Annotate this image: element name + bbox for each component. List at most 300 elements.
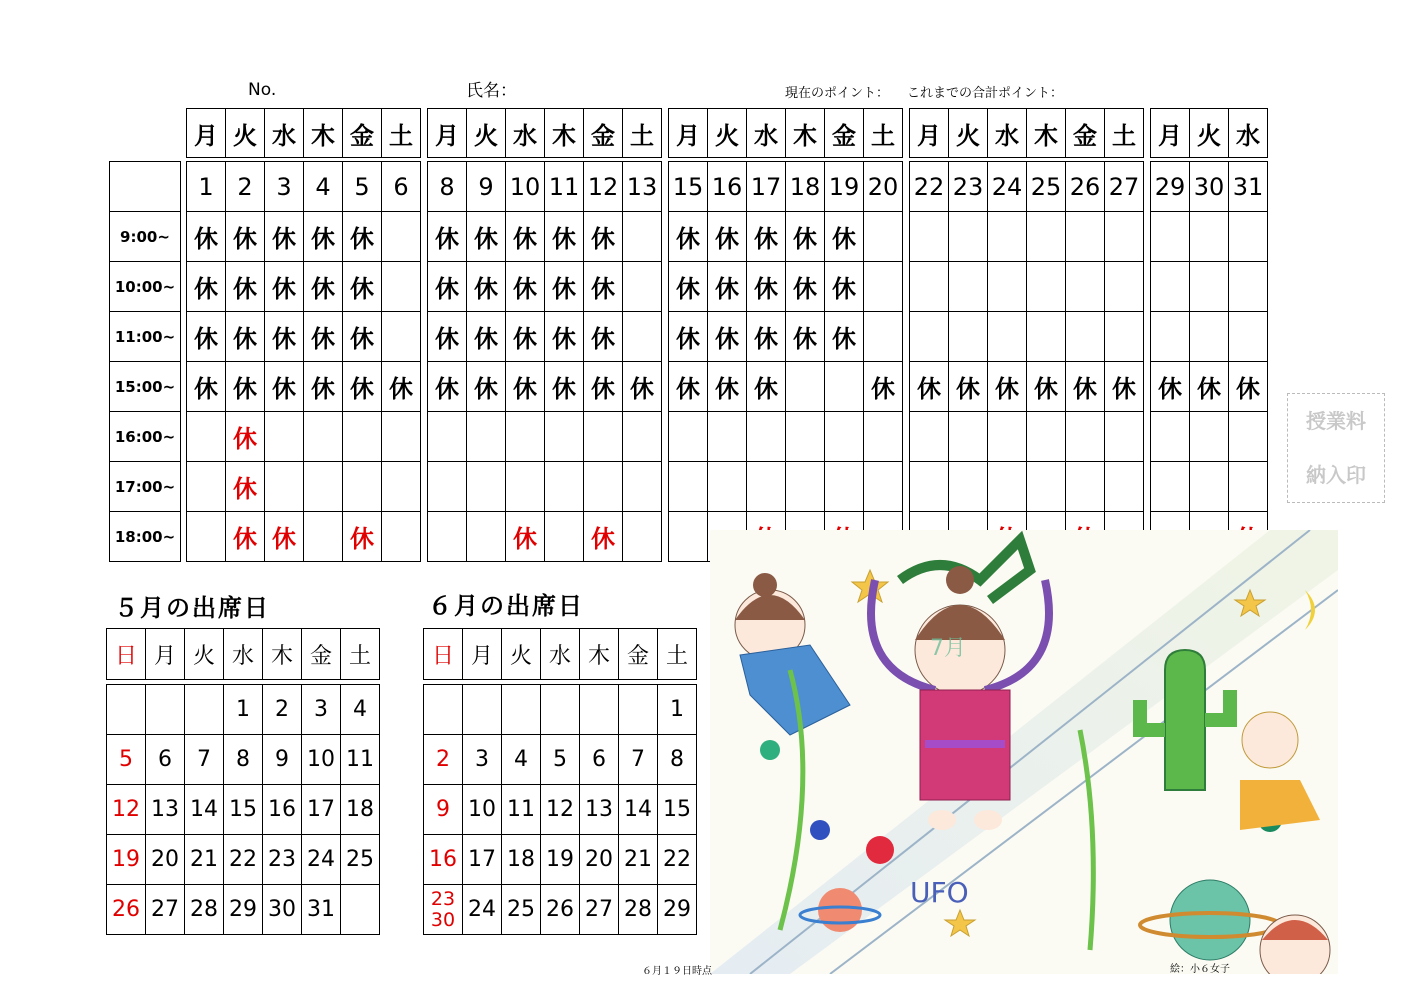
- slot-cell: 休: [382, 362, 421, 412]
- calendar-day: 22: [224, 835, 263, 885]
- slot-cell: [1105, 312, 1144, 362]
- calendar-day: 29: [224, 885, 263, 935]
- slot-cell: [584, 412, 623, 462]
- calendar-day: 10: [463, 785, 502, 835]
- slot-cell: [467, 512, 506, 562]
- stamp-line-1: 授業料: [1306, 409, 1366, 433]
- slot-cell: 休: [786, 262, 825, 312]
- date-cell: 10: [506, 162, 545, 212]
- calendar-day: 7: [619, 735, 658, 785]
- calendar-day: 27: [146, 885, 185, 935]
- schedule-week-4: [909, 161, 1144, 562]
- slot-cell: 休: [747, 312, 786, 362]
- calendar-day: 31: [302, 885, 341, 935]
- calendar-day: 14: [185, 785, 224, 835]
- slot-cell: [623, 312, 662, 362]
- slot-cell: 休: [1027, 362, 1066, 412]
- slot-cell: 休: [343, 212, 382, 262]
- weekday-cell: 金: [1066, 109, 1105, 158]
- slot-cell: [864, 212, 903, 262]
- calendar-day: 28: [619, 885, 658, 935]
- slot-cell: [1066, 312, 1105, 362]
- slot-cell: [506, 412, 545, 462]
- slot-cell: [1066, 412, 1105, 462]
- weekday-cell: 木: [545, 109, 584, 158]
- date-cell: 15: [669, 162, 708, 212]
- slot-cell: [382, 462, 421, 512]
- calendar-day: 1: [658, 685, 697, 735]
- slot-cell: 休: [864, 362, 903, 412]
- slot-cell: [304, 512, 343, 562]
- slot-cell: 休: [1105, 362, 1144, 412]
- calendar-day: 27: [580, 885, 619, 935]
- slot-cell: 休: [584, 512, 623, 562]
- calendar-day: 14: [619, 785, 658, 835]
- slot-cell: [187, 512, 226, 562]
- calendar-day: [502, 685, 541, 735]
- slot-cell: [1105, 412, 1144, 462]
- drawing-july-text: 7月: [930, 636, 966, 661]
- artwork-credit: 絵：小６女子: [1170, 964, 1230, 975]
- slot-cell: 休: [747, 362, 786, 412]
- slot-cell: 休: [708, 312, 747, 362]
- slot-cell: 休: [669, 212, 708, 262]
- slot-cell: [1229, 412, 1268, 462]
- weekday-cell: 火: [226, 109, 265, 158]
- slot-cell: [343, 462, 382, 512]
- slot-cell: [584, 462, 623, 512]
- slot-cell: [1151, 212, 1190, 262]
- date-cell: 29: [1151, 162, 1190, 212]
- slot-cell: 休: [584, 262, 623, 312]
- slot-cell: 休: [506, 262, 545, 312]
- number-label: No.: [248, 80, 277, 100]
- weekday-cell: 金: [584, 109, 623, 158]
- slot-cell: [545, 412, 584, 462]
- calendar-day: [424, 685, 463, 735]
- calendar-weekday: 木: [580, 629, 619, 680]
- slot-cell: [506, 462, 545, 512]
- slot-cell: [1151, 412, 1190, 462]
- slot-cell: [265, 412, 304, 462]
- weekday-cell: 土: [1105, 109, 1144, 158]
- june-days-grid: [423, 684, 697, 935]
- slot-cell: 休: [428, 362, 467, 412]
- slot-cell: 休: [265, 212, 304, 262]
- slot-cell: 休: [669, 312, 708, 362]
- date-cell: 22: [910, 162, 949, 212]
- slot-cell: [910, 212, 949, 262]
- slot-cell: 休: [467, 262, 506, 312]
- slot-cell: [265, 462, 304, 512]
- slot-cell: [1027, 412, 1066, 462]
- date-cell: 11: [545, 162, 584, 212]
- calendar-day: 24: [302, 835, 341, 885]
- slot-cell: 休: [187, 312, 226, 362]
- calendar-day: 15: [658, 785, 697, 835]
- slot-cell: 休: [265, 312, 304, 362]
- calendar-day: 23: [263, 835, 302, 885]
- calendar-day: 5: [107, 735, 146, 785]
- slot-cell: [786, 412, 825, 462]
- slot-cell: [623, 262, 662, 312]
- calendar-day: [541, 685, 580, 735]
- slot-cell: 休: [669, 262, 708, 312]
- date-cell: 4: [304, 162, 343, 212]
- date-cell: 6: [382, 162, 421, 212]
- weekday-cell: 火: [949, 109, 988, 158]
- slot-cell: [382, 262, 421, 312]
- slot-cell: [669, 412, 708, 462]
- calendar-day: 19: [107, 835, 146, 885]
- drawing-ufo-text: UFO: [910, 876, 969, 909]
- calendar-day: 6: [146, 735, 185, 785]
- weekday-header-week-5: [1150, 108, 1268, 158]
- slot-cell: [187, 412, 226, 462]
- calendar-day: [146, 685, 185, 735]
- slot-cell: [949, 412, 988, 462]
- slot-cell: 休: [187, 362, 226, 412]
- weekday-cell: 月: [1151, 109, 1190, 158]
- slot-cell: [1229, 262, 1268, 312]
- weekday-cell: 火: [1190, 109, 1229, 158]
- slot-cell: 休: [506, 362, 545, 412]
- time-label: 15:00~: [110, 362, 181, 412]
- weekday-header-week-1: [186, 108, 421, 158]
- weekday-cell: 土: [623, 109, 662, 158]
- slot-cell: 休: [1190, 362, 1229, 412]
- date-cell: 26: [1066, 162, 1105, 212]
- slot-cell: [949, 212, 988, 262]
- date-cell: 1: [187, 162, 226, 212]
- slot-cell: [428, 462, 467, 512]
- slot-cell: [864, 462, 903, 512]
- date-cell: 25: [1027, 162, 1066, 212]
- calendar-day: [463, 685, 502, 735]
- slot-cell: 休: [786, 212, 825, 262]
- slot-cell: [949, 462, 988, 512]
- time-label: 10:00~: [110, 262, 181, 312]
- weekday-cell: 月: [669, 109, 708, 158]
- date-cell: 31: [1229, 162, 1268, 212]
- calendar-weekday: 木: [263, 629, 302, 680]
- calendar-day: 3: [302, 685, 341, 735]
- slot-cell: 休: [428, 262, 467, 312]
- total-points-label: これまでの合計ポイント：: [907, 86, 1064, 101]
- june-weekday-header: [423, 628, 697, 680]
- slot-cell: 休: [949, 362, 988, 412]
- slot-cell: 休: [545, 262, 584, 312]
- calendar-day: 17: [463, 835, 502, 885]
- slot-cell: 休: [506, 512, 545, 562]
- calendar-day: 25: [341, 835, 380, 885]
- date-cell: 19: [825, 162, 864, 212]
- slot-cell: [1027, 212, 1066, 262]
- slot-cell: [428, 412, 467, 462]
- calendar-day: 23 30: [424, 885, 463, 935]
- weekday-cell: 月: [187, 109, 226, 158]
- name-label: 氏名：: [466, 81, 517, 101]
- calendar-day: 4: [502, 735, 541, 785]
- calendar-day: 13: [580, 785, 619, 835]
- calendar-day: 13: [146, 785, 185, 835]
- slot-cell: [304, 462, 343, 512]
- slot-cell: 休: [708, 362, 747, 412]
- slot-cell: [382, 412, 421, 462]
- slot-cell: [825, 462, 864, 512]
- slot-cell: 休: [910, 362, 949, 412]
- slot-cell: [825, 412, 864, 462]
- tuition-stamp-box: [1287, 393, 1385, 503]
- slot-cell: [545, 512, 584, 562]
- calendar-day: 30: [263, 885, 302, 935]
- calendar-day: 3: [463, 735, 502, 785]
- slot-cell: [428, 512, 467, 562]
- slot-cell: 休: [825, 262, 864, 312]
- slot-cell: 休: [304, 262, 343, 312]
- time-label: 17:00~: [110, 462, 181, 512]
- slot-cell: 休: [226, 262, 265, 312]
- slot-cell: 休: [747, 262, 786, 312]
- slot-cell: [864, 312, 903, 362]
- weekday-cell: 金: [343, 109, 382, 158]
- calendar-day: [185, 685, 224, 735]
- calendar-day: 16: [263, 785, 302, 835]
- slot-cell: [988, 412, 1027, 462]
- slot-cell: 休: [187, 212, 226, 262]
- childs-drawing-image: [710, 530, 1338, 974]
- slot-cell: 休: [467, 212, 506, 262]
- slot-cell: 休: [708, 262, 747, 312]
- calendar-day: 24: [463, 885, 502, 935]
- weekday-cell: 水: [988, 109, 1027, 158]
- time-label: 9:00~: [110, 212, 181, 262]
- slot-cell: [467, 462, 506, 512]
- date-cell: 13: [623, 162, 662, 212]
- slot-cell: [949, 262, 988, 312]
- slot-cell: [187, 462, 226, 512]
- calendar-day: 5: [541, 735, 580, 785]
- date-cell: 20: [864, 162, 903, 212]
- date-cell: 24: [988, 162, 1027, 212]
- slot-cell: [864, 262, 903, 312]
- slot-cell: 休: [825, 312, 864, 362]
- date-cell: 9: [467, 162, 506, 212]
- slot-cell: [747, 462, 786, 512]
- slot-cell: [786, 362, 825, 412]
- date-cell: 5: [343, 162, 382, 212]
- slot-cell: [786, 462, 825, 512]
- calendar-day: 18: [341, 785, 380, 835]
- may-weekday-header: [106, 628, 380, 680]
- weekday-cell: 火: [467, 109, 506, 158]
- slot-cell: 休: [584, 312, 623, 362]
- time-label: 11:00~: [110, 312, 181, 362]
- weekday-cell: 金: [825, 109, 864, 158]
- slot-cell: [1066, 212, 1105, 262]
- slot-cell: [910, 262, 949, 312]
- slot-cell: [1151, 262, 1190, 312]
- date-cell: 18: [786, 162, 825, 212]
- slot-cell: [988, 212, 1027, 262]
- weekday-cell: 木: [304, 109, 343, 158]
- weekday-cell: 月: [428, 109, 467, 158]
- date-cell: 30: [1190, 162, 1229, 212]
- weekday-header-week-2: [427, 108, 662, 158]
- weekday-header-week-4: [909, 108, 1144, 158]
- slot-cell: 休: [304, 212, 343, 262]
- calendar-day: [619, 685, 658, 735]
- calendar-day: 9: [263, 735, 302, 785]
- slot-cell: [1027, 262, 1066, 312]
- time-label: 16:00~: [110, 412, 181, 462]
- time-column: [109, 161, 181, 562]
- calendar-weekday: 金: [302, 629, 341, 680]
- slot-cell: 休: [467, 362, 506, 412]
- schedule-week-3: [668, 161, 903, 562]
- slot-cell: 休: [467, 312, 506, 362]
- slot-cell: 休: [708, 212, 747, 262]
- slot-cell: [825, 362, 864, 412]
- slot-cell: [864, 412, 903, 462]
- calendar-day: 8: [224, 735, 263, 785]
- slot-cell: 休: [265, 512, 304, 562]
- slot-cell: [382, 312, 421, 362]
- time-label: 18:00~: [110, 512, 181, 562]
- slot-cell: 休: [226, 212, 265, 262]
- slot-cell: 休: [226, 462, 265, 512]
- slot-cell: 休: [226, 512, 265, 562]
- calendar-day: 8: [658, 735, 697, 785]
- date-cell: 12: [584, 162, 623, 212]
- weekday-cell: 水: [506, 109, 545, 158]
- slot-cell: [910, 412, 949, 462]
- slot-cell: [988, 262, 1027, 312]
- calendar-day: 26: [541, 885, 580, 935]
- slot-cell: 休: [506, 312, 545, 362]
- slot-cell: 休: [623, 362, 662, 412]
- slot-cell: 休: [304, 362, 343, 412]
- slot-cell: [1190, 412, 1229, 462]
- calendar-weekday: 水: [541, 629, 580, 680]
- calendar-weekday: 金: [619, 629, 658, 680]
- slot-cell: 休: [545, 312, 584, 362]
- slot-cell: 休: [265, 362, 304, 412]
- date-cell: 16: [708, 162, 747, 212]
- calendar-day: 6: [580, 735, 619, 785]
- calendar-day: 20: [146, 835, 185, 885]
- slot-cell: 休: [545, 362, 584, 412]
- calendar-day: 9: [424, 785, 463, 835]
- calendar-weekday: 火: [502, 629, 541, 680]
- slot-cell: 休: [584, 212, 623, 262]
- slot-cell: [623, 512, 662, 562]
- calendar-day: 10: [302, 735, 341, 785]
- slot-cell: 休: [669, 362, 708, 412]
- calendar-day: 21: [185, 835, 224, 885]
- slot-cell: [1229, 212, 1268, 262]
- current-points-label: 現在のポイント：: [785, 86, 890, 101]
- weekday-cell: 水: [265, 109, 304, 158]
- calendar-day: 26: [107, 885, 146, 935]
- slot-cell: [1105, 262, 1144, 312]
- weekday-cell: 月: [910, 109, 949, 158]
- slot-cell: 休: [187, 262, 226, 312]
- slot-cell: [304, 412, 343, 462]
- slot-cell: [1066, 462, 1105, 512]
- slot-cell: 休: [1151, 362, 1190, 412]
- drawing-svg: [710, 530, 1338, 974]
- slot-cell: [545, 462, 584, 512]
- calendar-day: 17: [302, 785, 341, 835]
- slot-cell: [988, 312, 1027, 362]
- slot-cell: [988, 462, 1027, 512]
- slot-cell: [708, 412, 747, 462]
- weekday-header-week-3: [668, 108, 903, 158]
- slot-cell: [910, 312, 949, 362]
- schedule-week-1: [186, 161, 421, 562]
- calendar-day: 22: [658, 835, 697, 885]
- calendar-day: 18: [502, 835, 541, 885]
- as-of-date: ６月１９日時点: [642, 966, 712, 977]
- slot-cell: 休: [825, 212, 864, 262]
- calendar-day: [580, 685, 619, 735]
- slot-cell: 休: [226, 312, 265, 362]
- slot-cell: [1151, 312, 1190, 362]
- slot-cell: [1066, 262, 1105, 312]
- slot-cell: 休: [545, 212, 584, 262]
- calendar-day: [341, 885, 380, 935]
- calendar-day: 12: [107, 785, 146, 835]
- weekday-cell: 水: [747, 109, 786, 158]
- calendar-day: 15: [224, 785, 263, 835]
- slot-cell: [382, 212, 421, 262]
- slot-cell: [382, 512, 421, 562]
- june-title: ６月の出席日: [428, 592, 584, 620]
- calendar-weekday: 水: [224, 629, 263, 680]
- calendar-weekday: 日: [107, 629, 146, 680]
- slot-cell: 休: [1229, 362, 1268, 412]
- calendar-day: 12: [541, 785, 580, 835]
- slot-cell: [910, 462, 949, 512]
- calendar-day: 4: [341, 685, 380, 735]
- slot-cell: 休: [584, 362, 623, 412]
- slot-cell: 休: [304, 312, 343, 362]
- slot-cell: 休: [343, 262, 382, 312]
- slot-cell: [1229, 312, 1268, 362]
- calendar-day: 19: [541, 835, 580, 885]
- calendar-weekday: 月: [146, 629, 185, 680]
- calendar-day: 2: [424, 735, 463, 785]
- calendar-day: 11: [341, 735, 380, 785]
- stamp-line-2: 納入印: [1306, 463, 1366, 487]
- slot-cell: [1190, 212, 1229, 262]
- schedule-week-5: [1150, 161, 1268, 562]
- date-cell: 3: [265, 162, 304, 212]
- slot-cell: 休: [265, 262, 304, 312]
- may-title: ５月の出席日: [114, 594, 270, 622]
- calendar-day: 21: [619, 835, 658, 885]
- slot-cell: [1190, 462, 1229, 512]
- date-cell: 8: [428, 162, 467, 212]
- date-cell: 2: [226, 162, 265, 212]
- calendar-day: 1: [224, 685, 263, 735]
- calendar-day: 7: [185, 735, 224, 785]
- weekday-cell: 土: [864, 109, 903, 158]
- may-days-grid: [106, 684, 380, 935]
- calendar-day: [107, 685, 146, 735]
- date-cell: 17: [747, 162, 786, 212]
